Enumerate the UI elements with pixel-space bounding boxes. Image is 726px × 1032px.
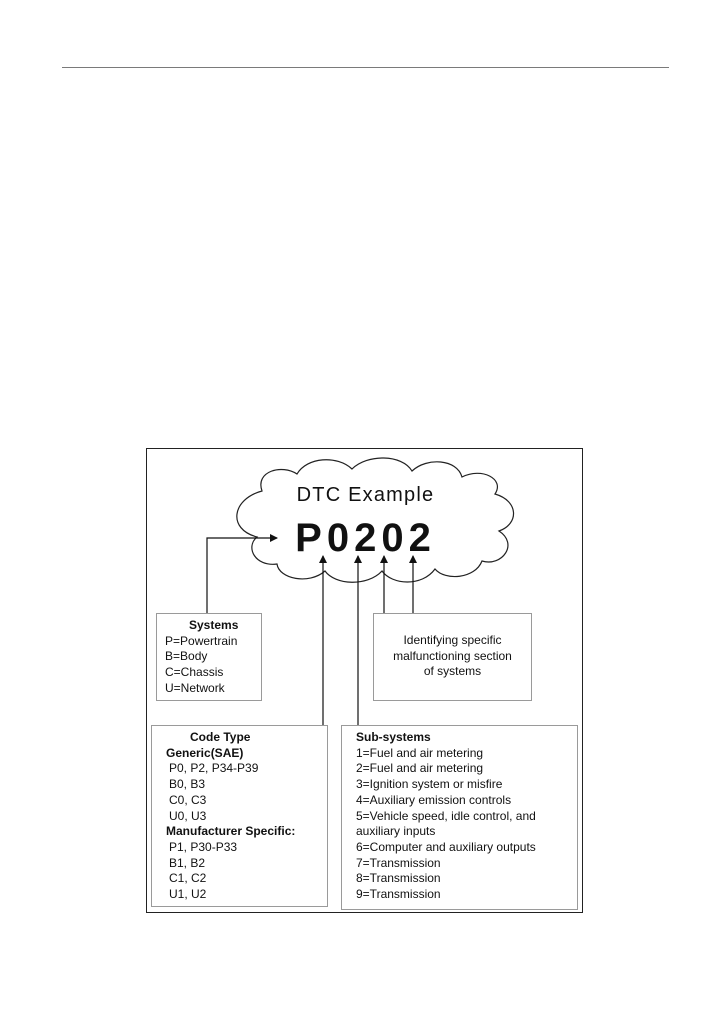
identifying-line: of systems	[423, 664, 482, 679]
sub-systems-item: 7=Transmission	[356, 855, 441, 870]
code-type-heading: Code Type	[190, 730, 251, 744]
manufacturer-item: C1, C2	[169, 871, 207, 886]
sub-systems-item: 1=Fuel and air metering	[356, 745, 484, 760]
diagram-title: DTC Example	[296, 484, 435, 506]
header-rule	[62, 67, 669, 68]
sub-systems-item: 5=Vehicle speed, idle control, and	[356, 808, 536, 823]
generic-item: C0, C3	[169, 792, 207, 807]
sub-systems-item: 9=Transmission	[356, 887, 441, 902]
manufacturer-item: B1, B2	[169, 855, 206, 870]
manufacturer-heading: Manufacturer Specific:	[166, 824, 296, 839]
manufacturer-item: P1, P30-P33	[169, 839, 238, 854]
sub-systems-box	[341, 725, 578, 910]
sub-systems-item: 6=Computer and auxiliary outputs	[356, 839, 536, 854]
sub-systems-item: 8=Transmission	[356, 871, 441, 886]
systems-box	[156, 613, 262, 701]
systems-item: P=Powertrain	[165, 633, 238, 648]
systems-item: B=Body	[165, 649, 208, 664]
generic-item: B0, B3	[169, 777, 206, 792]
generic-heading: Generic(SAE)	[166, 745, 244, 760]
generic-item: P0, P2, P34-P39	[169, 761, 259, 776]
dtc-diagram	[146, 448, 583, 913]
systems-item: U=Network	[165, 680, 225, 695]
sub-systems-item: 4=Auxiliary emission controls	[356, 792, 512, 807]
sub-systems-item: auxiliary inputs	[356, 824, 436, 839]
manufacturer-item: U1, U2	[169, 887, 207, 902]
identifying-line: Identifying specific	[403, 633, 502, 647]
systems-item: C=Chassis	[165, 665, 224, 680]
generic-item: U0, U3	[169, 808, 207, 823]
sub-systems-item: 3=Ignition system or misfire	[356, 777, 503, 792]
dtc-code: P0202	[295, 516, 436, 560]
systems-heading: Systems	[189, 618, 239, 632]
sub-systems-item: 2=Fuel and air metering	[356, 761, 484, 776]
code-type-box	[151, 725, 328, 907]
identifying-line: malfunctioning section	[393, 648, 512, 663]
sub-systems-heading: Sub-systems	[356, 730, 431, 744]
identifying-box	[373, 613, 532, 701]
